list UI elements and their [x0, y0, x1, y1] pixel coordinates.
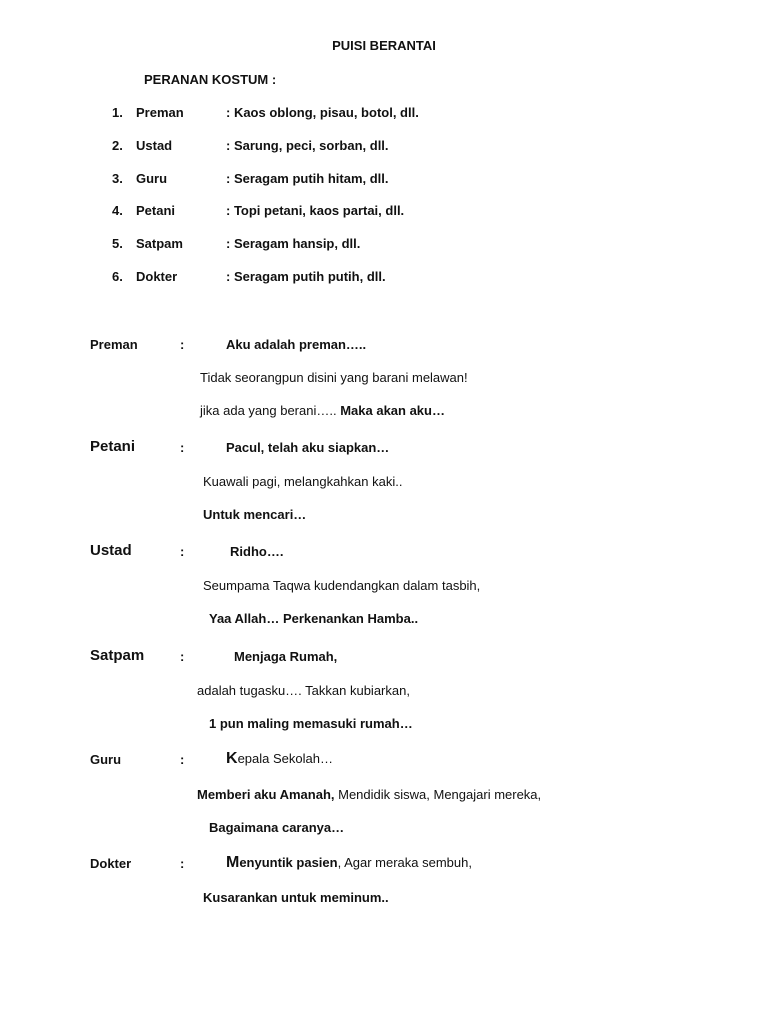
verse-initial-letter: K	[226, 750, 238, 767]
costume-description: : Seragam hansip, dll.	[226, 236, 361, 251]
speaker-colon: :	[180, 649, 185, 664]
speaker-colon: :	[180, 337, 185, 352]
speaker-petani: Petani	[90, 438, 136, 455]
costume-number: 2.	[112, 138, 123, 153]
speaker-ustad: Ustad	[90, 542, 132, 559]
verse-line: Menjaga Rumah,	[234, 649, 338, 664]
verse-line: Yaa Allah… Perkenankan Hamba..	[209, 611, 419, 626]
verse-line-part: Memberi aku Amanah,	[197, 787, 339, 802]
costume-number: 1.	[112, 105, 123, 120]
costume-role: Satpam	[136, 236, 183, 251]
costume-description: : Kaos oblong, pisau, botol, dll.	[226, 105, 419, 120]
verse-line-part: , Agar meraka sembuh,	[337, 855, 472, 870]
verse-line-part: Maka akan aku…	[340, 403, 445, 418]
costume-number: 5.	[112, 236, 123, 251]
verse-line: Bagaimana caranya…	[209, 820, 345, 835]
costume-role: Dokter	[136, 269, 178, 284]
verse-line: Untuk mencari…	[203, 507, 307, 522]
verse-line: Ridho….	[230, 544, 284, 559]
costume-role: Guru	[136, 171, 168, 186]
verse-line	[200, 403, 445, 418]
verse-line-part: epala Sekolah…	[237, 751, 333, 766]
verse-line-part: Mendidik siswa, Mengajari mereka,	[338, 787, 542, 802]
verse-line-part: enyuntik pasien	[239, 855, 338, 870]
costume-description: : Topi petani, kaos partai, dll.	[226, 203, 405, 218]
verse-line: Tidak seorangpun disini yang barani melawan!	[200, 370, 468, 385]
costume-description: : Sarung, peci, sorban, dll.	[226, 138, 389, 153]
costume-description: : Seragam putih hitam, dll.	[226, 171, 389, 186]
speaker-guru: Guru	[90, 752, 122, 767]
verse-line: adalah tugasku…. Takkan kubiarkan,	[197, 683, 410, 698]
costume-number: 6.	[112, 269, 123, 284]
verse-line-part: jika ada yang berani…..	[200, 403, 341, 418]
costume-number: 4.	[112, 203, 123, 218]
speaker-colon: :	[180, 856, 185, 871]
speaker-preman: Preman	[90, 337, 138, 352]
verse-line: Seumpama Taqwa kudendangkan dalam tasbih,	[203, 578, 481, 593]
verse-line: 1 pun maling memasuki rumah…	[209, 716, 413, 731]
verse-line	[226, 854, 472, 872]
costume-heading: PERANAN KOSTUM :	[144, 72, 277, 87]
speaker-colon: :	[180, 544, 185, 559]
speaker-satpam: Satpam	[90, 647, 145, 664]
verse-line	[197, 787, 541, 802]
speaker-colon: :	[180, 752, 185, 767]
costume-role: Preman	[136, 105, 184, 120]
costume-role: Ustad	[136, 138, 173, 153]
document-title: PUISI BERANTAI	[332, 38, 436, 53]
verse-line: Kuawali pagi, melangkahkan kaki..	[203, 474, 403, 489]
verse-line: Kusarankan untuk meminum..	[203, 890, 389, 905]
costume-role: Petani	[136, 203, 176, 218]
costume-description: : Seragam putih putih, dll.	[226, 269, 386, 284]
verse-line: Aku adalah preman…..	[226, 337, 367, 352]
verse-line: Pacul, telah aku siapkan…	[226, 440, 390, 455]
speaker-colon: :	[180, 440, 185, 455]
verse-initial-letter: M	[226, 854, 240, 871]
speaker-dokter: Dokter	[90, 856, 132, 871]
costume-number: 3.	[112, 171, 123, 186]
verse-line	[226, 750, 333, 768]
